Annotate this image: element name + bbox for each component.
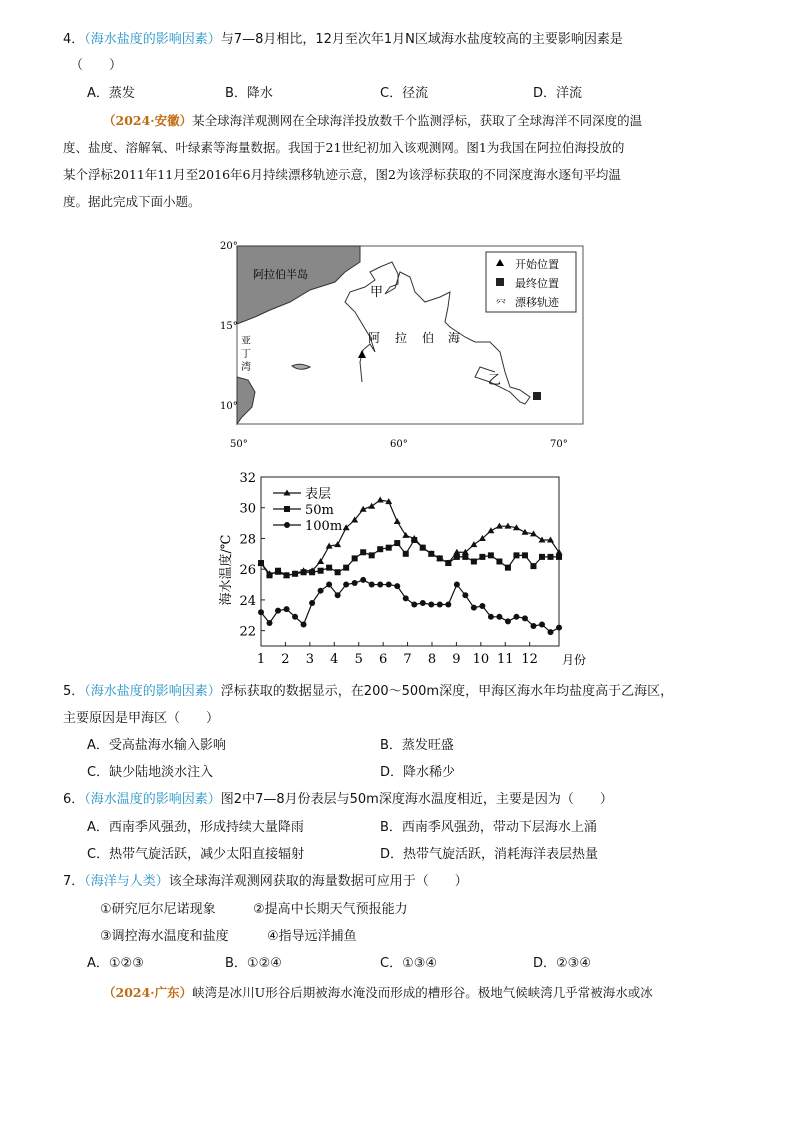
statement-4: ④指导远洋捕鱼 bbox=[267, 929, 357, 944]
source-tag: （2024·广东） bbox=[103, 985, 193, 1000]
question-6 bbox=[63, 791, 613, 809]
data-point bbox=[343, 582, 349, 588]
data-point bbox=[394, 518, 401, 524]
data-point bbox=[548, 629, 554, 635]
option-b: B．降水 bbox=[225, 86, 273, 101]
legend-square-icon bbox=[496, 278, 504, 286]
data-point bbox=[284, 606, 290, 612]
x-tick-label: 3 bbox=[305, 652, 314, 667]
data-point bbox=[335, 592, 341, 598]
option-d: D．热带气旋活跃，消耗海洋表层热量 bbox=[380, 847, 599, 862]
data-point bbox=[275, 608, 281, 614]
data-point bbox=[318, 568, 324, 574]
x-tick-label: 6 bbox=[378, 652, 388, 667]
data-point bbox=[488, 552, 494, 558]
data-point bbox=[505, 565, 511, 571]
q-text: 图2中7—8月份表层与50m深度海水温度相近，主要是因为（ ） bbox=[220, 792, 613, 807]
q-tag: （海水温度的影响因素） bbox=[84, 792, 221, 807]
data-point bbox=[437, 555, 443, 561]
data-point bbox=[488, 614, 494, 620]
end-marker bbox=[533, 392, 541, 400]
data-point bbox=[539, 621, 545, 627]
q-tag: （海洋与人类） bbox=[84, 874, 169, 889]
gulf-label: 丁 bbox=[241, 349, 251, 360]
option-d: D．②③④ bbox=[533, 956, 591, 971]
option-c: C．径流 bbox=[380, 86, 429, 101]
data-point bbox=[352, 555, 358, 561]
data-point bbox=[530, 563, 536, 569]
y-tick-label: 24 bbox=[239, 593, 256, 609]
data-point bbox=[505, 618, 511, 624]
data-point bbox=[309, 569, 315, 575]
data-point bbox=[301, 569, 307, 575]
data-point bbox=[539, 554, 545, 560]
sea-label: 阿 bbox=[368, 331, 381, 345]
data-point bbox=[479, 603, 485, 609]
q-text: 与7—8月相比，12月至次年1月N区域海水盐度较高的主要影响因素是 bbox=[220, 32, 623, 47]
passage-1-line: 度。据此完成下面小题。 bbox=[63, 194, 201, 209]
y-tick-label: 22 bbox=[239, 624, 256, 640]
legend-marker bbox=[284, 522, 290, 528]
q-num: 5． bbox=[63, 684, 85, 699]
x-tick-label: 1 bbox=[256, 652, 266, 667]
data-point bbox=[386, 545, 392, 551]
data-point bbox=[335, 569, 341, 575]
data-point bbox=[556, 554, 562, 560]
data-point bbox=[420, 545, 426, 551]
data-point bbox=[317, 558, 324, 564]
question-4 bbox=[63, 31, 623, 49]
legend-track-icon: 㓁 bbox=[496, 299, 506, 310]
x-tick-label: 12 bbox=[521, 652, 538, 667]
lon-label: 50° bbox=[230, 439, 248, 450]
lat-label: 15° bbox=[220, 321, 238, 332]
data-point bbox=[530, 623, 536, 629]
x-tick-label: 10 bbox=[472, 652, 490, 667]
figure-1-map bbox=[220, 232, 590, 452]
option-b: B．蒸发旺盛 bbox=[380, 738, 454, 753]
option-c: C．①③④ bbox=[380, 956, 438, 971]
answer-paren: （ ） bbox=[70, 58, 123, 73]
data-point bbox=[394, 583, 400, 589]
data-point bbox=[368, 503, 375, 509]
data-point bbox=[445, 560, 451, 566]
data-point bbox=[292, 571, 298, 577]
gulf-label: 湾 bbox=[241, 362, 251, 373]
data-point bbox=[326, 565, 332, 571]
option-b: B．西南季风强劲，带动下层海水上涌 bbox=[380, 820, 597, 835]
data-point bbox=[360, 577, 366, 583]
data-point bbox=[275, 568, 281, 574]
data-point bbox=[369, 582, 375, 588]
data-point bbox=[445, 602, 451, 608]
q-text: 该全球海洋观测网获取的海量数据可应用于（ ） bbox=[168, 874, 468, 889]
data-point bbox=[454, 582, 460, 588]
data-point bbox=[377, 582, 383, 588]
legend-label: 50m bbox=[305, 503, 334, 518]
x-tick-label: 7 bbox=[403, 652, 412, 667]
x-axis-label: 月份 bbox=[562, 653, 587, 667]
data-point bbox=[471, 605, 477, 611]
data-point bbox=[334, 541, 341, 547]
data-point bbox=[326, 582, 332, 588]
data-point bbox=[496, 559, 502, 565]
passage-text: 峡湾是冰川U形谷后期被海水淹没而形成的槽形谷。极地气候峡湾几乎常被海水或冰 bbox=[192, 985, 653, 1000]
label-yi: 乙 bbox=[488, 373, 502, 388]
sea-label: 拉 bbox=[395, 331, 408, 345]
data-point bbox=[513, 614, 519, 620]
lat-label: 10° bbox=[220, 401, 238, 412]
data-point bbox=[343, 565, 349, 571]
option-d: D．洋流 bbox=[533, 86, 583, 101]
data-point bbox=[454, 554, 460, 560]
statement-2: ②提高中长期天气预报能力 bbox=[253, 902, 408, 917]
legend-label: 漂移轨迹 bbox=[515, 296, 559, 309]
data-point bbox=[513, 552, 519, 558]
question-5 bbox=[63, 683, 673, 701]
legend-label: 最终位置 bbox=[515, 277, 559, 290]
lat-label: 20° bbox=[220, 241, 238, 252]
data-point bbox=[377, 497, 384, 503]
option-c: C．缺少陆地淡水注入 bbox=[87, 765, 214, 780]
data-point bbox=[470, 541, 477, 547]
data-point bbox=[462, 554, 468, 560]
data-point bbox=[267, 620, 273, 626]
data-point bbox=[369, 552, 375, 558]
q-num: 7． bbox=[63, 874, 85, 889]
data-point bbox=[411, 602, 417, 608]
passage-1-line: 某个浮标2011年11月至2016年6月持续漂移轨迹示意，图2为该浮标获取的不同深度海水逐旬平均温 bbox=[63, 167, 621, 182]
x-tick-label: 4 bbox=[330, 652, 339, 667]
data-point bbox=[411, 537, 417, 543]
x-tick-label: 11 bbox=[496, 652, 514, 667]
legend-label: 表层 bbox=[305, 487, 332, 502]
legend-marker bbox=[284, 506, 290, 512]
data-point bbox=[386, 582, 392, 588]
data-point bbox=[496, 614, 502, 620]
y-tick-label: 30 bbox=[239, 501, 256, 517]
legend-label: 100m bbox=[305, 519, 343, 534]
option-b: B．①②④ bbox=[225, 956, 282, 971]
data-point bbox=[258, 560, 264, 566]
data-point bbox=[352, 580, 358, 586]
data-point bbox=[318, 588, 324, 594]
label-jia: 甲 bbox=[370, 285, 384, 300]
data-point bbox=[548, 554, 554, 560]
legend-label: 开始位置 bbox=[515, 258, 559, 271]
figure-2-chart bbox=[210, 460, 590, 675]
option-a: A．①②③ bbox=[87, 956, 144, 971]
q-tag: （海水盐度的影响因素） bbox=[84, 32, 221, 47]
option-a: A．西南季风强劲，形成持续大量降雨 bbox=[87, 820, 304, 835]
data-point bbox=[521, 529, 528, 535]
data-point bbox=[522, 552, 528, 558]
source-tag: （2024·安徽） bbox=[103, 113, 193, 128]
passage-1-line bbox=[103, 112, 642, 130]
question-7 bbox=[63, 873, 468, 891]
data-point bbox=[479, 554, 485, 560]
data-point bbox=[428, 602, 434, 608]
y-tick-label: 26 bbox=[239, 563, 256, 579]
data-point bbox=[420, 600, 426, 606]
q-num: 6． bbox=[63, 792, 85, 807]
data-point bbox=[462, 592, 468, 598]
data-point bbox=[301, 621, 307, 627]
x-tick-label: 5 bbox=[354, 652, 363, 667]
q-tag: （海水盐度的影响因素） bbox=[84, 684, 221, 699]
sea-label: 海 bbox=[448, 331, 461, 345]
data-point bbox=[267, 572, 273, 578]
statement-1: ①研究厄尔尼诺现象 bbox=[100, 902, 216, 917]
data-point bbox=[292, 614, 298, 620]
sea-label: 伯 bbox=[422, 331, 435, 345]
option-a: A．蒸发 bbox=[87, 86, 135, 101]
option-d: D．降水稀少 bbox=[380, 765, 456, 780]
y-tick-label: 28 bbox=[239, 532, 256, 548]
data-point bbox=[428, 551, 434, 557]
passage-2-line bbox=[103, 984, 653, 1002]
data-point bbox=[284, 572, 290, 578]
data-point bbox=[394, 540, 400, 546]
data-point bbox=[522, 615, 528, 621]
data-point bbox=[360, 549, 366, 555]
statement-3: ③调控海水温度和盐度 bbox=[100, 929, 229, 944]
x-tick-label: 9 bbox=[452, 652, 461, 667]
passage-1-line: 度、盐度、溶解氧、叶绿素等海量数据。我国于21世纪初加入该观测网。图1为我国在阿拉伯海投放的 bbox=[63, 140, 625, 155]
x-tick-label: 2 bbox=[281, 652, 290, 667]
data-point bbox=[377, 546, 383, 552]
q-text: 主要原因是甲海区（ ） bbox=[63, 711, 220, 726]
x-tick-label: 8 bbox=[427, 652, 437, 667]
q-text: 浮标获取的数据显示，在200～500m深度，甲海区海水年均盐度高于乙海区， bbox=[220, 684, 674, 699]
q-num: 4． bbox=[63, 32, 85, 47]
data-point bbox=[556, 625, 562, 631]
data-point bbox=[437, 602, 443, 608]
data-point bbox=[258, 609, 264, 615]
data-point bbox=[403, 551, 409, 557]
data-point bbox=[487, 527, 494, 533]
y-axis-label: 海水温度/℃ bbox=[219, 534, 234, 606]
option-a: A．受高盐海水输入影响 bbox=[87, 738, 226, 753]
land-label: 阿拉伯半岛 bbox=[253, 268, 308, 281]
y-tick-label: 32 bbox=[239, 471, 256, 486]
lon-label: 60° bbox=[390, 439, 408, 450]
lon-label: 70° bbox=[550, 439, 568, 450]
passage-text: 某全球海洋观测网在全球海洋投放数千个监测浮标，获取了全球海洋不同深度的温 bbox=[192, 113, 643, 128]
data-point bbox=[403, 595, 409, 601]
gulf-label: 亚 bbox=[241, 336, 251, 347]
option-c: C．热带气旋活跃，减少太阳直接辐射 bbox=[87, 847, 305, 862]
data-point bbox=[309, 600, 315, 606]
data-point bbox=[402, 532, 409, 538]
data-point bbox=[471, 559, 477, 565]
